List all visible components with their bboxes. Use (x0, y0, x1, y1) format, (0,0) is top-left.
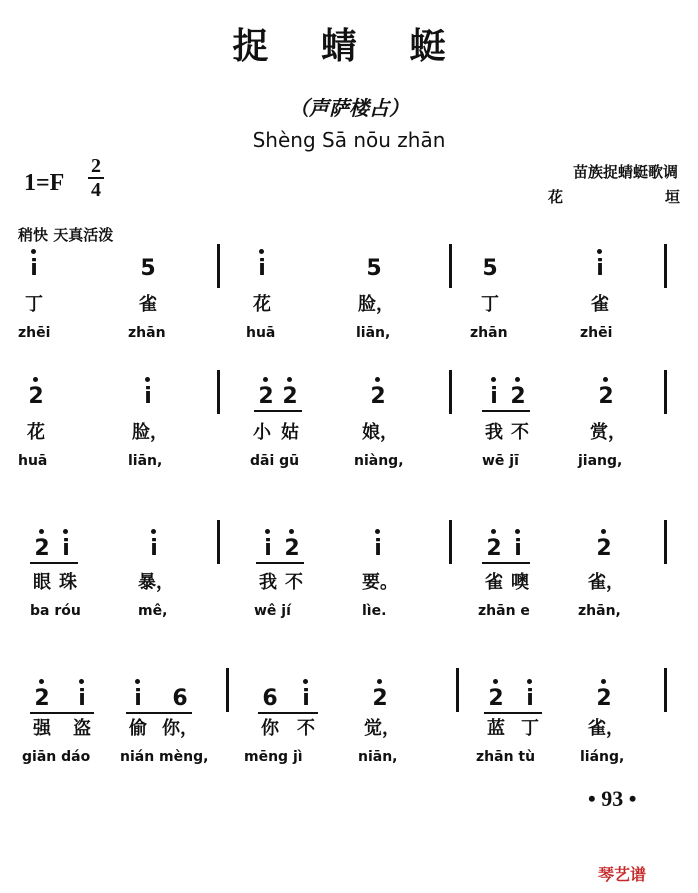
pinyin: zhān e (478, 603, 530, 619)
note: i (256, 536, 280, 562)
author-a: 花 (548, 188, 564, 206)
pinyin: liān, (356, 325, 391, 341)
pinyin: wê jí (254, 603, 291, 619)
note: i (250, 256, 274, 282)
note: 5 (482, 256, 498, 281)
barline (217, 244, 220, 288)
lyric: 要。 (362, 572, 398, 593)
lyric: 丁 (25, 294, 43, 315)
lyric: 丁 (521, 718, 539, 739)
pinyin: ba róu (30, 603, 81, 619)
note: 2 (506, 384, 530, 410)
pinyin: huā (18, 453, 48, 469)
lyric: 我 (485, 422, 503, 443)
lyric: 不 (285, 572, 303, 593)
pinyin: zhēi (580, 325, 613, 341)
source-credit: 苗族捉蜻蜓歌调 (572, 163, 678, 181)
author-b: 垣 (664, 188, 680, 206)
lyric: 雀， (588, 718, 624, 739)
lyric: 噢 (511, 572, 529, 593)
lyric: 脸， (132, 422, 168, 443)
note: 6 (262, 686, 278, 711)
time-signature (88, 156, 104, 200)
note: i (294, 686, 318, 712)
lyric: 不 (511, 422, 529, 443)
note: 2 (30, 536, 54, 562)
note: i (70, 686, 94, 712)
note: 5 (366, 256, 382, 281)
note: i (22, 256, 46, 282)
beam (30, 562, 78, 564)
note: i (136, 384, 160, 410)
note: 6 (172, 686, 188, 711)
song-title: 捉 蜻 蜓 (232, 25, 466, 67)
beam (256, 562, 304, 564)
lyric: 强 (33, 718, 51, 739)
key-signature: 1=F (24, 170, 65, 196)
pinyin: dāi gū (250, 453, 300, 469)
note: 2 (482, 536, 506, 562)
pinyin: liáng, (580, 749, 625, 765)
pinyin: liān, (128, 453, 163, 469)
lyric: 花 (27, 422, 45, 443)
note: i (142, 536, 166, 562)
pinyin: niàng, (354, 453, 404, 469)
lyric: 雀 (485, 572, 503, 593)
song-subtitle: （声萨楼占） (289, 96, 409, 120)
barline (449, 520, 452, 564)
barline (664, 370, 667, 414)
note: i (506, 536, 530, 562)
lyric: 雀 (139, 294, 157, 315)
note: i (482, 384, 506, 410)
barline (664, 668, 667, 712)
time-top: 2 (91, 155, 101, 177)
barline (226, 668, 229, 712)
beam (484, 712, 542, 714)
lyric: 小 (253, 422, 271, 443)
pinyin: lìe. (362, 603, 387, 619)
note: 2 (368, 686, 392, 712)
pinyin: zhān, (578, 603, 621, 619)
beam (30, 712, 94, 714)
lyric: 雀， (588, 572, 624, 593)
note: 2 (592, 686, 616, 712)
title-pinyin: Shèng Sā nōu zhān (252, 128, 446, 152)
lyric: 偷 (129, 718, 147, 739)
note: i (126, 686, 150, 712)
lyric: 雀 (591, 294, 609, 315)
note: i (588, 256, 612, 282)
note: 5 (140, 256, 156, 281)
note: 2 (278, 384, 302, 410)
pinyin: niān, (358, 749, 398, 765)
barline (456, 668, 459, 712)
beam (254, 410, 302, 412)
barline (449, 244, 452, 288)
page-number: • 93 • (588, 786, 637, 811)
barline (664, 244, 667, 288)
note: 2 (24, 384, 48, 410)
time-bottom: 4 (91, 179, 101, 201)
lyric: 盗 (73, 718, 91, 739)
note: 2 (30, 686, 54, 712)
note: 2 (484, 686, 508, 712)
lyric: 眼 (33, 572, 51, 593)
lyric: 暴， (138, 572, 174, 593)
tempo-marking: 稍快 天真活泼 (18, 226, 114, 244)
note: 2 (366, 384, 390, 410)
lyric: 你， (162, 718, 198, 739)
pinyin: zhān (470, 325, 508, 341)
barline (449, 370, 452, 414)
lyric: 姑 (281, 422, 299, 443)
beam (482, 410, 530, 412)
pinyin: wē jī (482, 453, 519, 469)
author-credit (548, 186, 680, 207)
note: 2 (254, 384, 278, 410)
lyric: 丁 (481, 294, 499, 315)
beam (258, 712, 318, 714)
note: i (366, 536, 390, 562)
barline (664, 520, 667, 564)
lyric: 娘， (362, 422, 398, 443)
beam (126, 712, 192, 714)
lyric: 脸， (358, 294, 394, 315)
lyric: 赏， (590, 422, 626, 443)
lyric: 不 (297, 718, 315, 739)
note: 2 (594, 384, 618, 410)
note: i (54, 536, 78, 562)
beam (482, 562, 530, 564)
lyric: 觉， (364, 718, 400, 739)
pinyin: nián mèng, (120, 749, 209, 765)
barline (217, 370, 220, 414)
pinyin: mēng jì (244, 749, 303, 765)
pinyin: jiang, (578, 453, 623, 469)
lyric: 我 (259, 572, 277, 593)
pinyin: mê, (138, 603, 168, 619)
lyric: 你 (261, 718, 279, 739)
lyric: 花 (253, 294, 271, 315)
pinyin: zhēi (18, 325, 51, 341)
pinyin: zhān tù (476, 749, 536, 765)
note: 2 (280, 536, 304, 562)
pinyin: zhān (128, 325, 166, 341)
pinyin: huā (246, 325, 276, 341)
lyric: 珠 (59, 572, 77, 593)
barline (217, 520, 220, 564)
lyric: 蓝 (487, 718, 505, 739)
pinyin: giān dáo (22, 749, 91, 765)
note: i (518, 686, 542, 712)
watermark-logo: 琴艺谱 (598, 865, 647, 884)
note: 2 (592, 536, 616, 562)
